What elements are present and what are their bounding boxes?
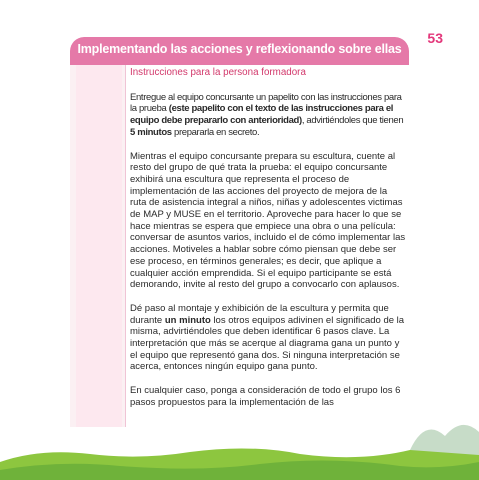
p1-bold-d: 5 minutos bbox=[130, 126, 172, 138]
instructions-subtitle: Instrucciones para la persona formadora bbox=[130, 67, 306, 78]
side-column bbox=[76, 65, 122, 427]
section-title: Implementando las acciones y reflexionando sobre ellas bbox=[77, 42, 402, 56]
p3-text-c: los otros equipos adivinen el significado de la misma, advirtiéndoles que deben identificar 6 pasos clave. La interpretación que más se acerque al diagrama gana un punto y el equipo que representó gana dos. Si ninguna interpretación se acerca, entonces ningún equipo gana punto. bbox=[130, 314, 405, 373]
document-body bbox=[130, 67, 406, 421]
paragraph-1 bbox=[130, 92, 406, 139]
page-number: 53 bbox=[427, 30, 443, 46]
paragraph-2: Mientras el equipo concursante prepara su escultura, cuente al resto del grupo de qué trata la prueba: el equipo concursante exhibirá una escultura que representa el proceso de implementación de las acciones del proyecto de mejora de la ruta de asistencia integral a niños, niñas y adolescentes victimas de MAP y MUSE en el territorio. Aproveche para hacer lo que se hace mientras se espera que empiece una obra o una película: conversar de asuntos varios, incluido el de cómo implementar las acciones. Motiveles a hablar sobre cómo piensan que debe ser ese proceso, en términos generales; es decir, que aplique a cualquier acción emprendida. Si el equipo participante se está demorando, invite al resto del grupo a convocarlo con aplausos. bbox=[130, 150, 406, 291]
section-header bbox=[70, 37, 409, 65]
p1-text-e: prepararla en secreto. bbox=[171, 126, 260, 138]
p1-text-a: Entregue al equipo concursante un papelito con las instrucciones para la prueba bbox=[130, 91, 402, 115]
p3-text-a: Dé paso al montaje y exhibición de la escultura y permita que durante bbox=[130, 302, 389, 326]
paragraph-4: En cualquier caso, ponga a consideración de todo el grupo los 6 pasos propuestos para la implementación de las bbox=[130, 385, 401, 408]
grass-hills-illustration bbox=[0, 410, 479, 480]
p1-bold-b: (este papelito con el texto de las instrucciones para el equipo debe prepararlo con anterioridad) bbox=[130, 103, 394, 127]
p1-text-c: , advirtiéndoles que tienen bbox=[301, 115, 404, 127]
paragraph-3 bbox=[130, 303, 406, 373]
p3-bold-b: un minuto bbox=[164, 314, 211, 326]
